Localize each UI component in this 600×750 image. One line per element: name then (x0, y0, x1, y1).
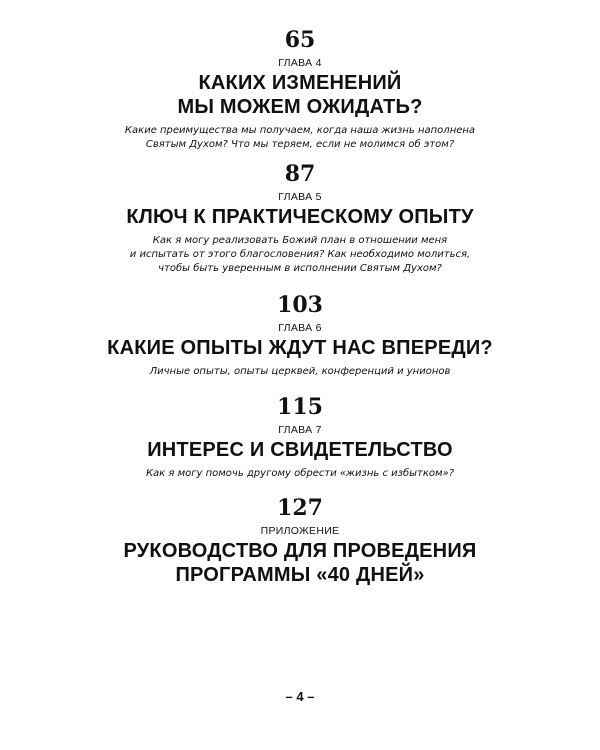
chapter-title (0, 71, 600, 119)
chapter-label: ПРИЛОЖЕНИЕ (260, 525, 340, 537)
chapter-label: ГЛАВА 6 (278, 322, 322, 334)
chapter-description-line: Как я могу реализовать Божий план в отношении меня (152, 235, 448, 246)
toc-page-number: 103 (277, 292, 323, 318)
chapter-title-line: МЫ МОЖЕМ ОЖИДАТЬ? (177, 96, 423, 118)
chapter-title (0, 205, 600, 229)
chapter-description-line: Как я могу помочь другому обрести «жизнь с избытком»? (145, 468, 455, 479)
chapter-description-line: Личные опыты, опыты церквей, конференций и унионов (149, 366, 451, 377)
chapter-title-line: КАКИЕ ОПЫТЫ ЖДУТ НАС ВПЕРЕДИ? (107, 337, 493, 359)
chapter-description-line: чтобы быть уверенным в исполнении Святым Духом? (158, 263, 442, 274)
toc-entry-chapter-5 (0, 162, 600, 276)
chapter-title-line: ПРОГРАММЫ «40 ДНЕЙ» (175, 564, 425, 586)
chapter-title-line: ИНТЕРЕС И СВИДЕТЕЛЬСТВО (147, 439, 453, 461)
toc-page-number: 87 (284, 161, 316, 187)
chapter-title-line: РУКОВОДСТВО ДЛЯ ПРОВЕДЕНИЯ (123, 540, 477, 562)
chapter-title (0, 539, 600, 587)
chapter-description (0, 467, 600, 481)
toc-entry-chapter-6 (0, 293, 600, 379)
toc-entry-chapter-4 (0, 28, 600, 152)
chapter-title (0, 336, 600, 360)
chapter-description-line: Какие преимущества мы получаем, когда наша жизнь наполнена (124, 125, 476, 136)
chapter-label: ГЛАВА 5 (278, 191, 322, 203)
toc-page-number: 65 (284, 27, 316, 53)
chapter-title-line: КАКИХ ИЗМЕНЕНИЙ (198, 72, 402, 94)
chapter-title-line: КЛЮЧ К ПРАКТИЧЕСКОМУ ОПЫТУ (126, 206, 474, 228)
chapter-label: ГЛАВА 4 (278, 57, 322, 69)
chapter-title (0, 438, 600, 462)
toc-entry-appendix (0, 496, 600, 587)
chapter-label: ГЛАВА 7 (278, 424, 322, 436)
chapter-description-line: и испытать от этого благословения? Как необходимо молиться, (129, 249, 471, 260)
toc-page-number: 127 (277, 495, 323, 521)
toc-entry-chapter-7 (0, 395, 600, 481)
page-footer-number: – 4 – (285, 689, 315, 704)
chapter-description (0, 124, 600, 152)
chapter-description (0, 234, 600, 276)
toc-page-number: 115 (277, 394, 323, 420)
chapter-description-line: Святым Духом? Что мы теряем, если не молимся об этом? (145, 139, 455, 150)
chapter-description (0, 365, 600, 379)
